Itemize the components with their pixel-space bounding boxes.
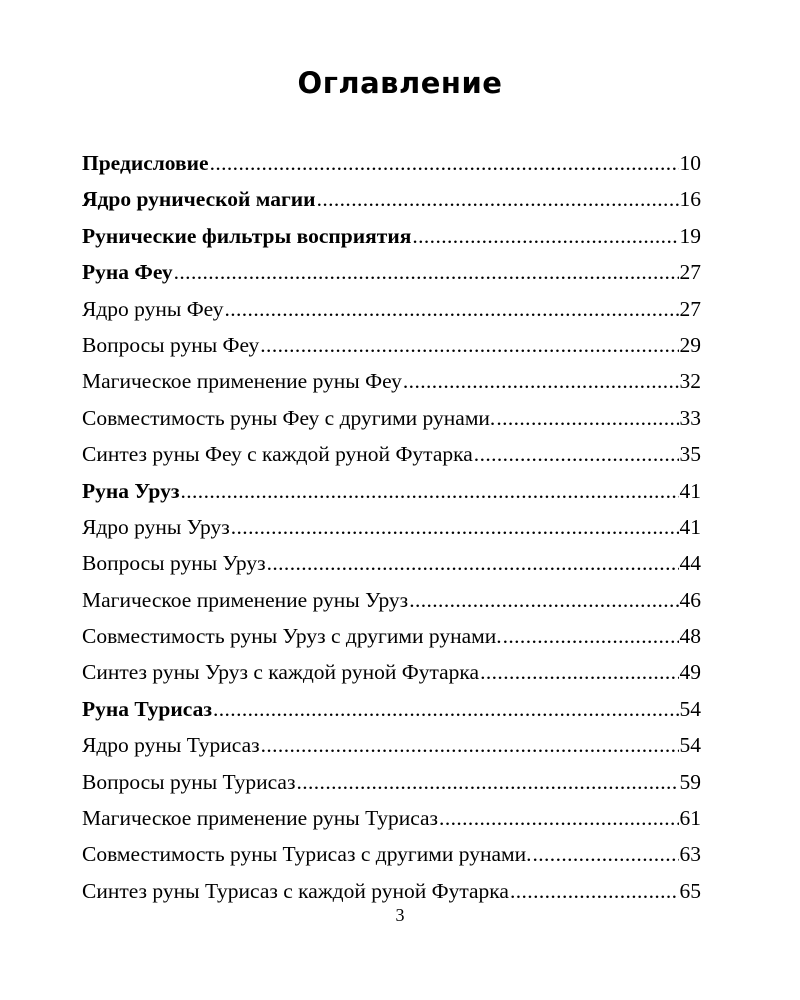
toc-entry[interactable]	[82, 582, 701, 618]
page-title: Оглавление	[297, 66, 503, 100]
toc-leader-dots	[261, 727, 679, 763]
toc-entry[interactable]	[82, 291, 701, 327]
toc-entry-page: 35	[679, 442, 701, 467]
toc-leader-dots	[532, 836, 678, 872]
toc-entry-page: 10	[679, 151, 701, 175]
toc-entry[interactable]	[82, 618, 701, 654]
toc-entry-label: Вопросы руны Феу	[82, 332, 260, 357]
page-number: 3	[395, 905, 405, 925]
toc-entry-label: Магическое применение руны Феу	[82, 369, 402, 394]
toc-entry[interactable]	[82, 181, 701, 217]
toc-entry-page: 59	[679, 769, 701, 794]
toc-entry-label: Синтез руны Турисаз с каждой руной Футарка	[82, 878, 509, 903]
toc-leader-dots	[267, 545, 679, 581]
table-of-contents	[82, 145, 701, 909]
toc-leader-dots	[296, 764, 678, 800]
toc-entry-label: Ядро руны Феу	[82, 296, 224, 321]
toc-entry-page: 54	[679, 733, 701, 758]
toc-leader-dots	[260, 327, 678, 363]
toc-entry-label: Рунические фильтры восприятия	[82, 223, 412, 248]
toc-entry-page: 41	[679, 514, 701, 539]
toc-entry[interactable]	[82, 145, 701, 181]
toc-entry-label: Предисловие	[82, 151, 209, 175]
toc-entry-label: Ядро руны Турисаз	[82, 733, 260, 758]
toc-entry-page: 61	[679, 806, 701, 831]
toc-leader-dots	[403, 363, 679, 399]
toc-entry[interactable]	[82, 836, 701, 872]
toc-entry[interactable]	[82, 254, 701, 290]
toc-entry[interactable]	[82, 873, 701, 909]
toc-entry-page: 27	[679, 296, 701, 321]
toc-entry[interactable]	[82, 509, 701, 545]
toc-entry-label: Вопросы руны Турисаз	[82, 769, 296, 794]
toc-entry-page: 46	[679, 587, 701, 612]
toc-entry-page: 48	[679, 624, 701, 649]
toc-entry-page: 65	[679, 878, 701, 903]
toc-leader-dots	[480, 654, 678, 690]
toc-entry[interactable]	[82, 436, 701, 472]
toc-entry-page: 27	[679, 260, 701, 285]
toc-entry-label: Магическое применение руны Турисаз	[82, 806, 439, 831]
toc-entry[interactable]	[82, 363, 701, 399]
toc-leader-dots	[474, 436, 679, 472]
toc-entry-page: 19	[679, 223, 701, 248]
toc-entry-label: Совместимость руны Турисаз с другими рунами.	[82, 842, 532, 867]
toc-entry-label: Ядро рунической магии	[82, 187, 316, 212]
toc-entry[interactable]	[82, 400, 701, 436]
toc-entry-page: 16	[679, 187, 701, 212]
toc-entry-label: Руна Уруз	[82, 478, 180, 503]
toc-leader-dots	[317, 181, 679, 217]
toc-entry[interactable]	[82, 327, 701, 363]
toc-entry-label: Синтез руны Феу с каждой руной Футарка	[82, 442, 473, 467]
toc-entry-label: Магическое применение руны Уруз	[82, 587, 409, 612]
toc-entry-label: Руна Турисаз	[82, 696, 212, 721]
toc-leader-dots	[231, 509, 679, 545]
toc-entry-page: 32	[679, 369, 701, 394]
toc-entry-page: 33	[679, 405, 701, 430]
toc-leader-dots	[180, 473, 678, 509]
toc-leader-dots	[412, 218, 678, 254]
toc-entry-page: 54	[679, 696, 701, 721]
toc-entry-label: Ядро руны Уруз	[82, 514, 230, 539]
toc-entry[interactable]	[82, 764, 701, 800]
toc-leader-dots	[439, 800, 678, 836]
toc-entry[interactable]	[82, 691, 701, 727]
toc-entry-page: 29	[679, 332, 701, 357]
toc-leader-dots	[409, 582, 678, 618]
toc-leader-dots	[510, 873, 679, 909]
toc-entry-page: 41	[679, 478, 701, 503]
toc-entry-label: Совместимость руны Уруз с другими рунами.	[82, 624, 502, 649]
toc-entry[interactable]	[82, 218, 701, 254]
toc-entry-label: Руна Феу	[82, 260, 173, 285]
toc-leader-dots	[496, 400, 678, 436]
toc-entry[interactable]	[82, 800, 701, 836]
toc-entry[interactable]	[82, 545, 701, 581]
toc-leader-dots	[224, 291, 678, 327]
toc-entry-page: 63	[679, 842, 701, 867]
toc-entry[interactable]	[82, 654, 701, 690]
toc-leader-dots	[213, 691, 679, 727]
toc-entry-label: Совместимость руны Феу с другими рунами.	[82, 405, 496, 430]
toc-leader-dots	[174, 254, 679, 290]
toc-entry-label: Вопросы руны Уруз	[82, 551, 266, 576]
toc-entry-page: 49	[679, 660, 701, 685]
toc-entry[interactable]	[82, 727, 701, 763]
toc-entry-page: 44	[679, 551, 701, 576]
toc-entry-label: Синтез руны Уруз с каждой руной Футарка	[82, 660, 480, 685]
toc-leader-dots	[210, 145, 679, 181]
toc-entry[interactable]	[82, 473, 701, 509]
toc-leader-dots	[503, 618, 679, 654]
